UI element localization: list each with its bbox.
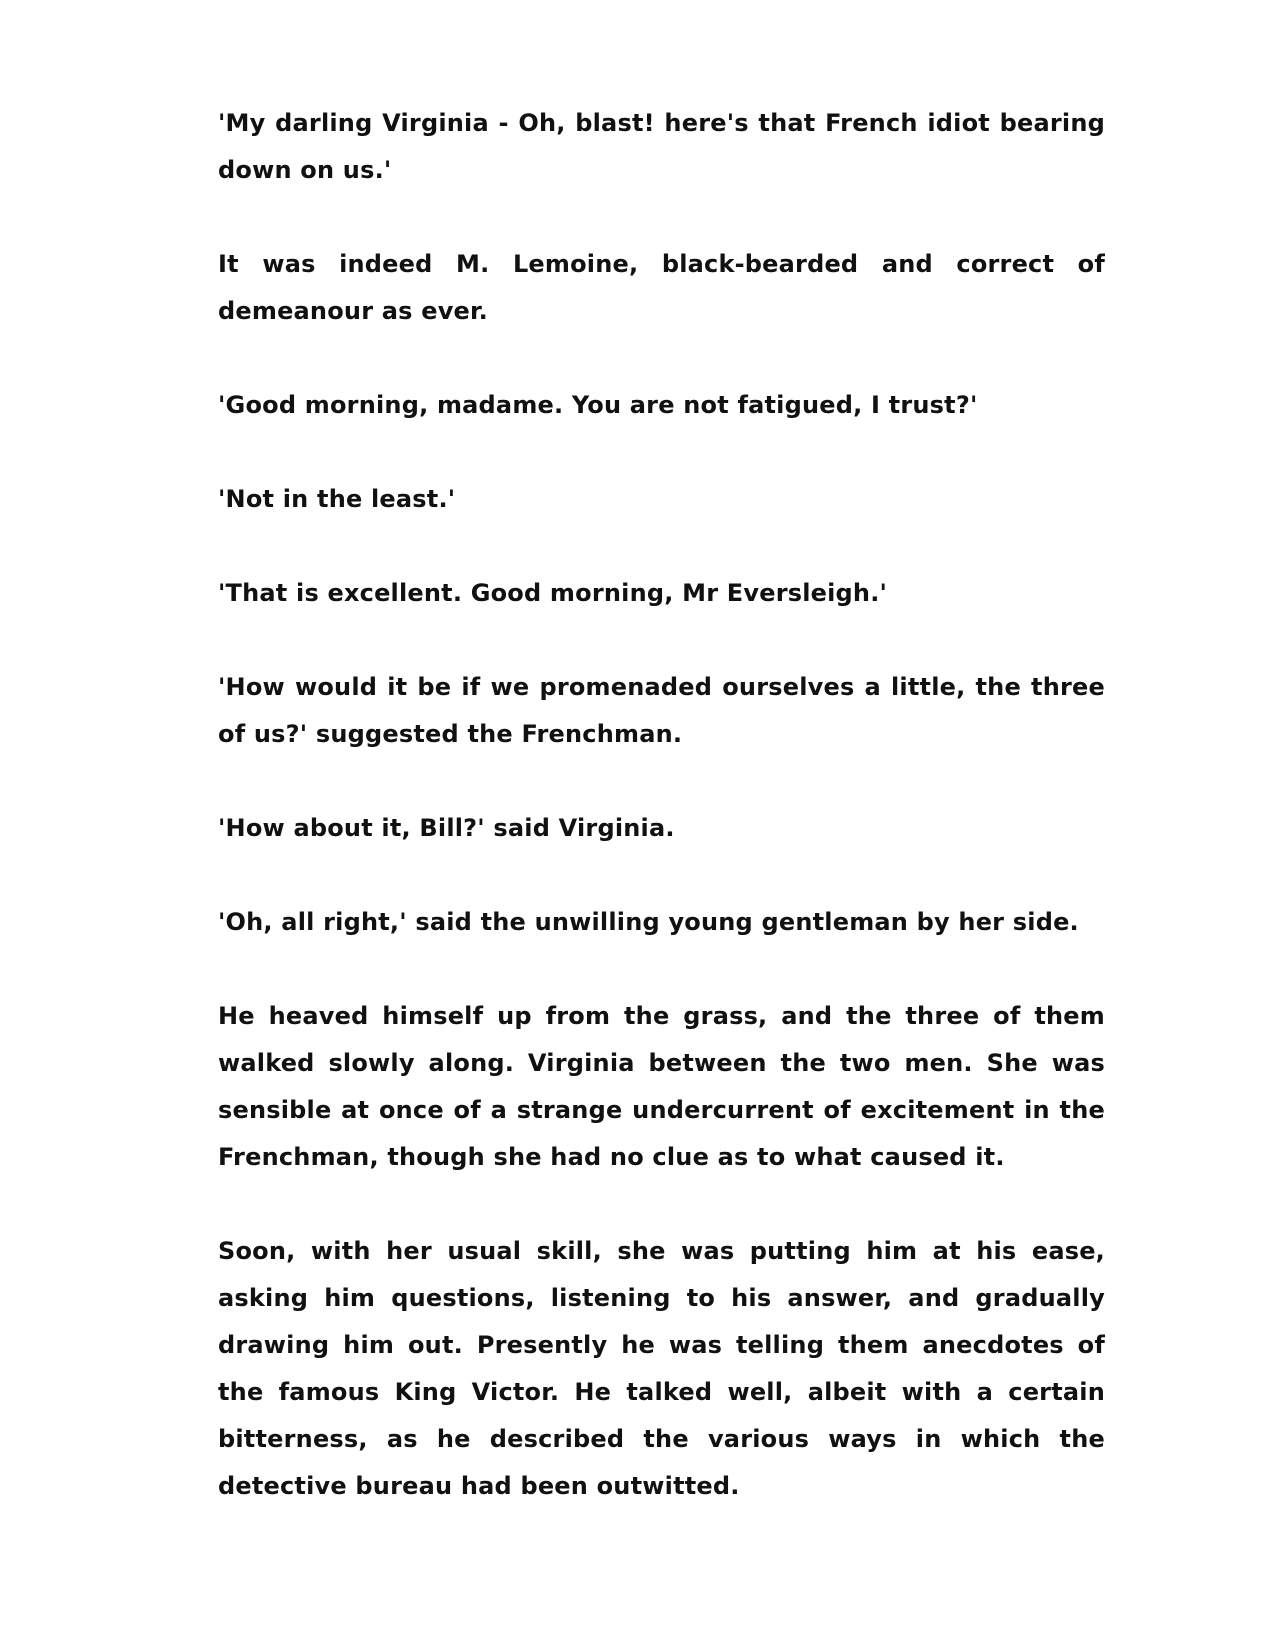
- paragraph: Soon, with her usual skill, she was putting him at his ease, asking him questions, listening to his answer, and gradually drawing him out. Presently he was telling them anecdotes of the famous King Victor. He talked well, albeit with a certain bitterness, as he described the various ways in which the detective bureau had been outwitted.: [218, 1237, 1105, 1500]
- paragraph: 'Good morning, madame. You are not fatigued, I trust?': [218, 391, 978, 419]
- paragraph: 'My darling Virginia - Oh, blast! here's that French idiot bearing down on us.': [218, 109, 1105, 184]
- paragraph: 'That is excellent. Good morning, Mr Eversleigh.': [218, 579, 888, 607]
- paragraph: 'Not in the least.': [218, 485, 456, 513]
- paragraph: He heaved himself up from the grass, and the three of them walked slowly along. Virginia between the two men. She was sensible at once of a strange undercurrent of excitement in the Frenchman, though she had no clue as to what caused it.: [218, 1002, 1105, 1171]
- paragraph: 'Oh, all right,' said the unwilling young gentleman by her side.: [218, 908, 1079, 936]
- paragraph: 'How about it, Bill?' said Virginia.: [218, 814, 675, 842]
- paragraph: 'How would it be if we promenaded ourselves a little, the three of us?' suggested the Frenchman.: [218, 673, 1105, 748]
- paragraph: It was indeed M. Lemoine, black-bearded and correct of demeanour as ever.: [218, 250, 1105, 325]
- text-body: [218, 100, 1105, 1557]
